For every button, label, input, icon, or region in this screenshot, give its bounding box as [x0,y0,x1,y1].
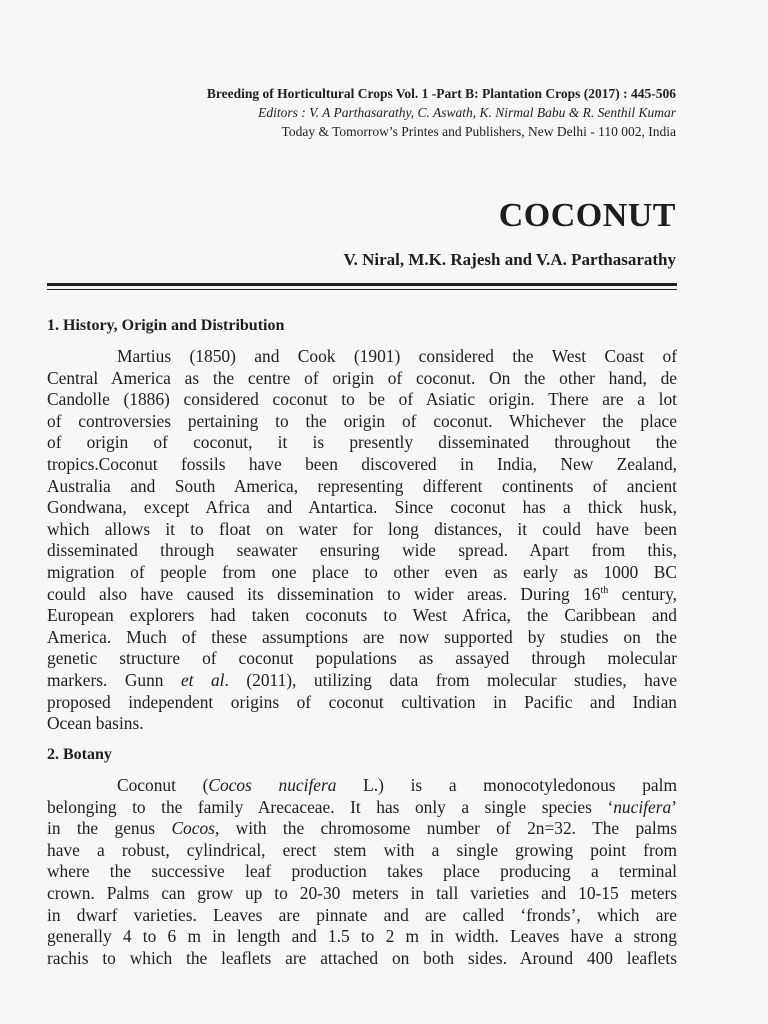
text-fragment: markers. Gunn [47,669,181,690]
section-heading-history: 1. History, Origin and Distribution [47,317,285,334]
text-line [47,797,677,819]
text-line: generally 4 to 6 m in length and 1.5 to 2 m in width. Leaves have a strong [47,926,677,947]
chapter-title: COCONUT [498,197,676,234]
editors-line: Editors : V. A Parthasarathy, C. Aswath, K. Nirmal Babu & R. Senthil Kumar [258,105,676,120]
text-line: which allows it to float on water for long distances, it could have been [47,518,677,539]
text-line: of origin of coconut, it is presently disseminated throughout the [47,432,677,453]
italic-text: Cocos [171,818,215,839]
text-line: in dwarf varieties. Leaves are pinnate and are called ‘fronds’, which are [47,904,677,925]
text-fragment: , with the chromosome number of 2n=32. The palms [214,818,678,839]
text-line: rachis to which the leaflets are attached on both sides. Around 400 leaflets [47,947,677,968]
text-line: proposed independent origins of coconut cultivation in Pacific and Indian [47,691,677,712]
superscript-ordinal: th [600,584,609,596]
book-header [207,84,676,141]
book-citation: Breeding of Horticultural Crops Vol. 1 -Part B: Plantation Crops (2017) : 445-506 [206,86,676,101]
title-rule-thin [47,289,677,290]
publisher-line: Today & Tomorrow’s Printes and Publishers, New Delhi - 110 002, India [281,124,676,139]
text-fragment: ’ [671,796,677,817]
history-paragraph [47,346,677,735]
text-fragment: in the genus [47,818,172,839]
text-line [47,584,677,606]
text-line: Australia and South America, representing different continents of ancient [47,475,677,496]
italic-text: et al [180,669,225,690]
text-line: where the successive leaf production takes place producing a terminal [47,861,677,882]
text-fragment: could also have caused its dissemination to wider areas. During 16 [47,583,601,604]
text-fragment: century, [608,583,677,604]
text-line: of controversies pertaining to the origin of coconut. Whichever the place [47,410,677,431]
italic-text: Cocos nucifera [208,775,337,795]
text-fragment: . (2011), utilizing data from molecular studies, have [224,669,677,690]
text-line: migration of people from one place to other even as early as 1000 BC [47,561,677,582]
text-line [47,670,677,692]
text-line: tropics.Coconut fossils have been discovered in India, New Zealand, [47,453,677,474]
chapter-authors: V. Niral, M.K. Rajesh and V.A. Parthasarathy [343,250,676,269]
text-line [47,818,677,840]
text-fragment: belonging to the family Arecaceae. It has only a single species ‘ [47,796,614,817]
text-line: disseminated through seawater ensuring wide spread. Apart from this, [47,540,677,561]
text-line: Candolle (1886) considered coconut to be of Asiatic origin. There are a lot [47,389,677,410]
text-line: Central America as the centre of origin of coconut. On the other hand, de [47,367,677,388]
botany-paragraph [47,775,677,969]
title-rule-thick [47,283,677,286]
text-line: have a robust, cylindrical, erect stem with a single growing point from [47,839,677,860]
text-fragment: L.) is a monocotyledonous palm [336,775,677,795]
text-line: America. Much of these assumptions are now supported by studies on the [47,626,677,647]
section-heading-botany: 2. Botany [47,746,112,763]
text-line: Martius (1850) and Cook (1901) considered the West Coast of [117,346,677,366]
text-line: Ocean basins. [47,713,144,734]
text-line: genetic structure of coconut populations as assayed through molecular [47,648,677,669]
text-line: crown. Palms can grow up to 20-30 meters in tall varieties and 10-15 meters [47,882,677,903]
text-line: European explorers had taken coconuts to West Africa, the Caribbean and [47,605,677,626]
text-line [47,775,677,797]
italic-text: nucifera [613,796,672,817]
text-line: Gondwana, except Africa and Antartica. Since coconut has a thick husk, [47,497,677,518]
text-fragment: Coconut ( [117,775,209,795]
